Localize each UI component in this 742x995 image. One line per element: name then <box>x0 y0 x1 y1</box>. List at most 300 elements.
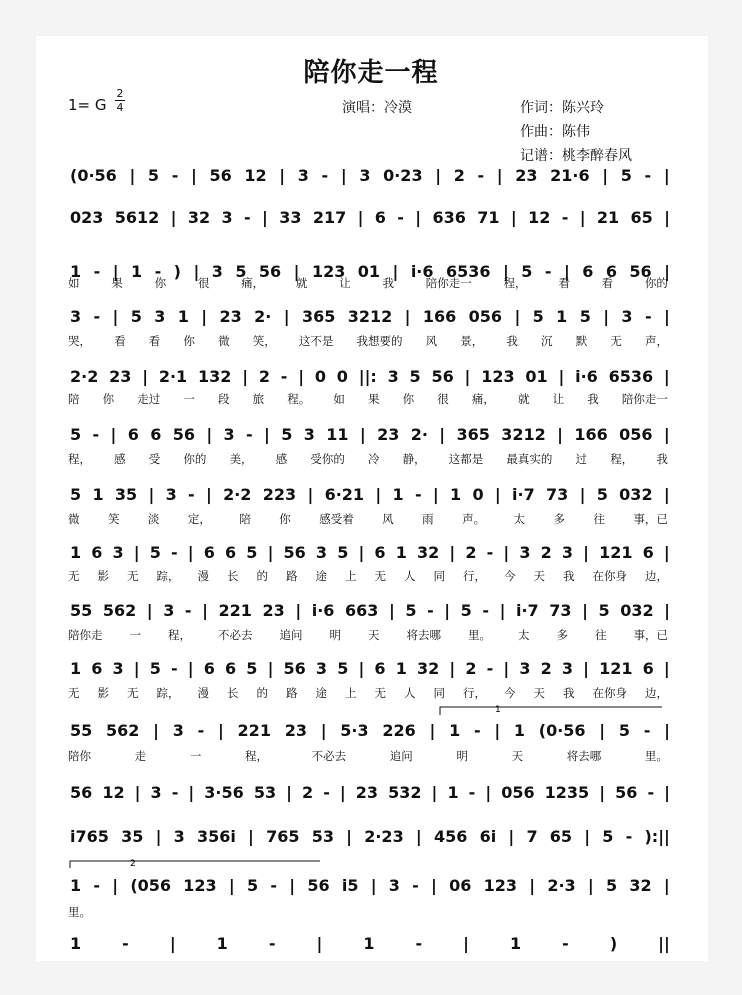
score-token: | <box>248 826 254 846</box>
score-token: 3 <box>387 366 399 386</box>
score-token: 23 <box>377 424 400 444</box>
score-token: 0 <box>314 366 326 386</box>
score-token: 6536 <box>445 261 491 281</box>
score-token: 路 <box>286 686 298 700</box>
score-token: 5 <box>147 165 160 185</box>
score-token: 3 <box>223 424 235 444</box>
score-token: 淡 <box>147 512 160 526</box>
score-token: 追问 <box>389 749 413 763</box>
score-token: 途 <box>315 569 327 583</box>
score-token: 56 <box>70 782 93 802</box>
score-token: 3212 <box>501 424 546 444</box>
score-token: | <box>663 484 670 504</box>
score-token: 你的 <box>183 452 207 466</box>
score-token: 路 <box>286 569 298 583</box>
score-token: 看 <box>114 334 126 348</box>
score-token: | <box>148 484 155 504</box>
notation-row <box>70 719 670 741</box>
score-token: 123 <box>481 366 515 386</box>
score-token: 5 <box>521 261 533 281</box>
score-token: 就 <box>518 392 530 406</box>
score-token: | <box>494 720 501 740</box>
score-token: 雨 <box>422 512 434 526</box>
score-token: 35 <box>114 484 138 504</box>
score-token: 我 <box>563 686 575 700</box>
score-token: | <box>587 875 594 895</box>
score-token: 让 <box>552 392 565 406</box>
score-token: 56 <box>629 261 652 281</box>
score-token: | <box>155 826 162 846</box>
score-token: 走过 <box>137 392 161 406</box>
score-token: 5 <box>247 875 259 895</box>
score-token: 3 <box>165 484 177 504</box>
score-token: 行， <box>463 686 486 700</box>
score-token: 明 <box>329 628 341 642</box>
score-token: | <box>444 600 451 620</box>
score-token: 程， <box>168 628 191 642</box>
score-token: | <box>579 484 586 504</box>
score-token: 太 <box>518 628 530 642</box>
score-token: | <box>563 261 570 281</box>
score-token: 不必去 <box>218 628 253 642</box>
score-token: 1 <box>92 484 104 504</box>
score-token: | <box>431 782 438 802</box>
score-token: 6 <box>91 658 103 678</box>
score-token: 段 <box>218 392 230 406</box>
score-token: - <box>562 933 569 953</box>
score-token: 里。 <box>68 905 91 919</box>
score-token: | <box>316 933 323 953</box>
score-token: | <box>110 424 117 444</box>
score-token: | <box>510 207 517 227</box>
score-token: 1 <box>70 261 82 281</box>
score-token: 你 <box>279 512 291 526</box>
score-token: || <box>658 933 670 953</box>
notation-row <box>70 423 670 445</box>
score-token: 35 <box>121 826 144 846</box>
score-token: - <box>93 875 101 895</box>
song-title: 陪你走一程 <box>303 58 439 88</box>
score-token: | <box>133 658 140 678</box>
score-token: 3 <box>359 165 371 185</box>
score-token: 765 <box>266 826 300 846</box>
score-token: 121 <box>599 542 633 562</box>
score-token: - <box>561 207 569 227</box>
notation-row <box>70 541 670 563</box>
score-token: 受你的 <box>310 452 345 466</box>
score-token: | <box>202 600 208 620</box>
score-token: 笑 <box>107 512 120 526</box>
score-token: 看 <box>558 276 570 290</box>
score-token: | <box>187 542 194 562</box>
score-token: | <box>558 366 565 386</box>
score-token: 漫 <box>197 569 209 583</box>
score-token: 冷 <box>367 452 380 466</box>
score-token: 221 <box>218 600 252 620</box>
score-token: | <box>392 261 399 281</box>
score-token: 6 <box>127 424 139 444</box>
score-token: ||: <box>358 366 377 386</box>
score-token: ):|| <box>644 826 670 846</box>
time-signature-top: 2 <box>116 87 124 100</box>
score-token: | <box>261 207 268 227</box>
score-token: 2 <box>465 658 477 678</box>
score-token: 1 <box>216 933 228 953</box>
score-token: 3 <box>388 875 400 895</box>
score-token: 6 <box>374 658 386 678</box>
score-token: 今 <box>504 686 516 700</box>
score-token: 受 <box>148 452 161 466</box>
score-token: 追问 <box>279 628 303 642</box>
score-token: | <box>557 424 563 444</box>
score-token: 6i <box>479 826 497 846</box>
score-token: 我 <box>506 334 518 348</box>
score-token: 5 <box>579 306 591 326</box>
score-token: | <box>583 542 589 562</box>
score-token: | <box>514 306 521 326</box>
score-token: 笑， <box>252 334 276 348</box>
score-token: 55 <box>70 720 93 740</box>
score-token: 23 <box>284 720 307 740</box>
score-token: 023 <box>70 207 104 227</box>
score-token: - <box>268 933 276 953</box>
score-token: 6 <box>150 424 162 444</box>
score-token: | <box>359 424 366 444</box>
score-token: 同 <box>433 569 445 583</box>
score-token: 2 <box>302 782 314 802</box>
score-token: 漫 <box>197 686 209 700</box>
score-token: i·6 <box>410 261 434 281</box>
score-token: | <box>582 600 588 620</box>
score-token: 今 <box>504 569 516 583</box>
score-token: | <box>340 165 347 185</box>
score-token: 3 <box>112 542 124 562</box>
score-token: - <box>544 261 552 281</box>
score-token: 3 <box>112 658 124 678</box>
time-signature-bottom: 4 <box>116 101 124 114</box>
score-token: - <box>171 542 178 562</box>
score-token: 032 <box>619 484 653 504</box>
score-token: 5 <box>605 875 618 895</box>
score-token: 5612 <box>114 207 160 227</box>
score-token: 56 <box>258 261 282 281</box>
score-token: 陪你走一 <box>425 276 472 290</box>
score-token: 2· <box>254 306 272 326</box>
score-token: 陪你走 <box>68 628 103 642</box>
score-token: 边， <box>645 686 668 700</box>
score-token: 风 <box>425 334 438 348</box>
score-token: | <box>439 424 446 444</box>
score-token: 默 <box>575 334 588 348</box>
score-token: 226 <box>382 720 416 740</box>
score-token: 5 <box>235 261 247 281</box>
score-token: 132 <box>197 366 232 386</box>
score-token: 6 <box>203 542 215 562</box>
score-token: 旅 <box>252 392 265 406</box>
lyricist-credit: 作词：陈兴玲 <box>520 100 604 116</box>
score-token: - <box>122 933 129 953</box>
notation-row <box>70 932 670 954</box>
score-token: | <box>267 542 274 562</box>
score-token: 23 <box>515 165 538 185</box>
score-token: | <box>142 366 149 386</box>
score-token: 1 <box>177 306 189 326</box>
score-token: | <box>169 933 176 953</box>
score-token: - <box>280 366 288 386</box>
score-token: - <box>644 306 652 326</box>
score-token: | <box>431 875 437 895</box>
lyric-row <box>68 568 668 584</box>
score-token: | <box>228 875 235 895</box>
score-token: 很 <box>437 392 449 406</box>
score-token: | <box>583 658 589 678</box>
score-token: 我 <box>656 452 668 466</box>
score-token: | <box>112 306 119 326</box>
score-token: 最真实的 <box>506 452 553 466</box>
score-token: 美， <box>229 452 253 466</box>
score-token: | <box>463 933 469 953</box>
score-token: - <box>188 484 195 504</box>
score-token: i·7 <box>515 600 539 620</box>
score-token: | <box>663 306 670 326</box>
score-token: 65 <box>549 826 573 846</box>
volta-first-label: 1 <box>495 705 501 715</box>
score-token: 56 <box>307 875 330 895</box>
score-token: 636 <box>432 207 466 227</box>
score-token: 感 <box>275 452 288 466</box>
score-token: - <box>171 658 178 678</box>
score-token: 3 <box>150 782 162 802</box>
score-token: 3 <box>221 207 233 227</box>
score-token: 痛， <box>241 276 265 290</box>
score-token: 3 <box>519 658 531 678</box>
score-token: (0·56 <box>70 165 117 185</box>
score-token: - <box>468 782 476 802</box>
score-token: 56 <box>615 782 638 802</box>
score-token: 5 <box>130 306 142 326</box>
score-token: - <box>427 600 434 620</box>
score-token: 我 <box>563 569 575 583</box>
score-token: 6 <box>374 542 386 562</box>
score-token: 这都是 <box>448 452 484 466</box>
score-token: 行， <box>463 569 486 583</box>
score-token: 程， <box>503 276 527 290</box>
score-token: 32 <box>187 207 211 227</box>
score-token: 程。 <box>287 392 311 406</box>
score-token: 在你身 <box>592 686 627 700</box>
score-token: - <box>477 165 485 185</box>
score-token: 如 <box>333 392 345 406</box>
score-token: 1235 <box>544 782 590 802</box>
score-token: 6 <box>225 658 237 678</box>
score-token: | <box>602 165 609 185</box>
score-token: i·6 <box>575 366 598 386</box>
score-token: 056 <box>501 782 535 802</box>
score-token: - <box>93 261 101 281</box>
score-token: | <box>415 207 422 227</box>
notation-row <box>70 483 670 505</box>
score-token: | <box>584 826 591 846</box>
score-token: 166 <box>574 424 608 444</box>
score-token: 3 <box>297 165 309 185</box>
score-token: 6536 <box>608 366 654 386</box>
score-token: 2 <box>453 165 465 185</box>
score-token: ) <box>173 261 181 281</box>
score-token: - <box>486 658 494 678</box>
score-token: 12 <box>528 207 551 227</box>
score-token: 无 <box>127 569 139 583</box>
score-token: 的 <box>256 569 268 583</box>
score-token: | <box>404 306 411 326</box>
score-token: (056 <box>130 875 172 895</box>
score-token: 6 <box>225 542 237 562</box>
score-token: | <box>339 782 346 802</box>
score-token: 3 <box>315 542 328 562</box>
score-token: 12 <box>102 782 125 802</box>
score-token: - <box>171 782 179 802</box>
score-token: 声。 <box>462 512 486 526</box>
score-token: 1 <box>510 933 522 953</box>
score-token: 踪， <box>156 686 180 700</box>
score-token: 人 <box>404 686 416 700</box>
score-token: 无 <box>374 569 386 583</box>
score-token: - <box>184 600 192 620</box>
score-token: 5 <box>246 658 258 678</box>
score-token: 一 <box>129 628 141 642</box>
score-token: 3 <box>303 424 315 444</box>
score-token: 6 <box>91 542 103 562</box>
score-token: 33 <box>279 207 302 227</box>
score-token: | <box>358 658 365 678</box>
score-token: 3 <box>173 826 185 846</box>
score-token: 不必去 <box>311 749 347 763</box>
score-token: | <box>146 600 153 620</box>
score-token: | <box>170 207 177 227</box>
score-token: 里。 <box>468 628 491 642</box>
score-token: - <box>643 720 651 740</box>
score-token: - <box>321 165 329 185</box>
score-token: 3 <box>561 658 573 678</box>
score-token: | <box>279 165 286 185</box>
score-token: 01 <box>525 366 548 386</box>
notation-row <box>70 874 670 896</box>
score-token: | <box>295 600 302 620</box>
score-token: 将去哪 <box>406 628 441 642</box>
score-token: 陪你 <box>68 749 91 763</box>
score-token: | <box>283 306 290 326</box>
score-token: 73 <box>546 484 569 504</box>
score-token: 5 <box>460 600 472 620</box>
lyric-row <box>68 685 668 701</box>
score-token: 声， <box>644 334 668 348</box>
score-token: 3212 <box>347 306 393 326</box>
score-token: 陪 <box>68 392 80 406</box>
score-token: 的 <box>256 686 268 700</box>
score-token: 3 <box>172 720 184 740</box>
score-token: i765 <box>70 826 109 846</box>
score-token: 365 <box>456 424 490 444</box>
score-token: i5 <box>341 875 359 895</box>
lyric-row <box>68 391 668 407</box>
score-token: 我想要的 <box>356 334 403 348</box>
score-token: 0·23 <box>383 165 423 185</box>
composer-credit: 作曲：陈伟 <box>520 124 590 140</box>
score-token: | <box>502 261 509 281</box>
score-token: | <box>494 484 501 504</box>
notation-row <box>70 599 670 621</box>
score-token: | <box>599 782 606 802</box>
score-token: | <box>664 782 670 802</box>
score-token: 6 <box>605 261 617 281</box>
score-token: 2· <box>410 424 428 444</box>
score-token: 看 <box>148 334 161 348</box>
score-token: | <box>388 600 395 620</box>
score-token: 边， <box>645 569 668 583</box>
score-token: 1 <box>395 658 407 678</box>
score-token: - <box>243 207 251 227</box>
score-token: 无 <box>68 686 80 700</box>
score-token: | <box>346 826 353 846</box>
score-token: | <box>267 658 274 678</box>
score-token: 3·56 <box>204 782 244 802</box>
score-token: | <box>133 542 140 562</box>
score-token: 53 <box>253 782 277 802</box>
score-token: 你 <box>154 276 167 290</box>
score-token: 56 <box>283 658 306 678</box>
score-token: 1 <box>70 658 82 678</box>
score-token: 55 <box>70 600 93 620</box>
score-token: 2 <box>540 542 552 562</box>
score-token: 1 <box>70 933 82 953</box>
score-token: 2 <box>465 542 477 562</box>
score-token: 0 <box>472 484 484 504</box>
score-token: 1 <box>449 720 461 740</box>
score-token: - <box>644 165 652 185</box>
score-token: | <box>503 658 510 678</box>
lyric-row <box>68 748 668 764</box>
score-token: - <box>270 875 278 895</box>
score-token: 3 <box>519 542 531 562</box>
score-token: 在你身 <box>592 569 627 583</box>
score-token: | <box>664 720 670 740</box>
score-token: | <box>358 542 365 562</box>
score-token: 途 <box>315 686 327 700</box>
score-token: 11 <box>326 424 349 444</box>
score-token: 无 <box>610 334 622 348</box>
score-token: 看 <box>601 276 614 290</box>
score-token: 5 <box>70 424 82 444</box>
score-token: | <box>153 720 159 740</box>
notation-row <box>70 206 670 228</box>
score-token: 65 <box>630 207 653 227</box>
score-token: 056 <box>468 306 503 326</box>
score-token: 5 <box>281 424 293 444</box>
volta-second-label: 2 <box>130 859 136 869</box>
score-token: 走 <box>134 749 147 763</box>
score-token: 太 <box>513 512 526 526</box>
score-token: 3 <box>163 600 175 620</box>
score-token: 往 <box>593 512 605 526</box>
score-token: 你的 <box>644 276 668 290</box>
score-token: | <box>663 165 670 185</box>
score-token: | <box>370 875 377 895</box>
score-token: 5 <box>409 366 421 386</box>
score-token: 2·3 <box>547 875 576 895</box>
lyric-row <box>68 511 668 527</box>
score-token: 71 <box>477 207 500 227</box>
score-token: 无 <box>374 686 386 700</box>
score-token: 上 <box>345 686 357 700</box>
